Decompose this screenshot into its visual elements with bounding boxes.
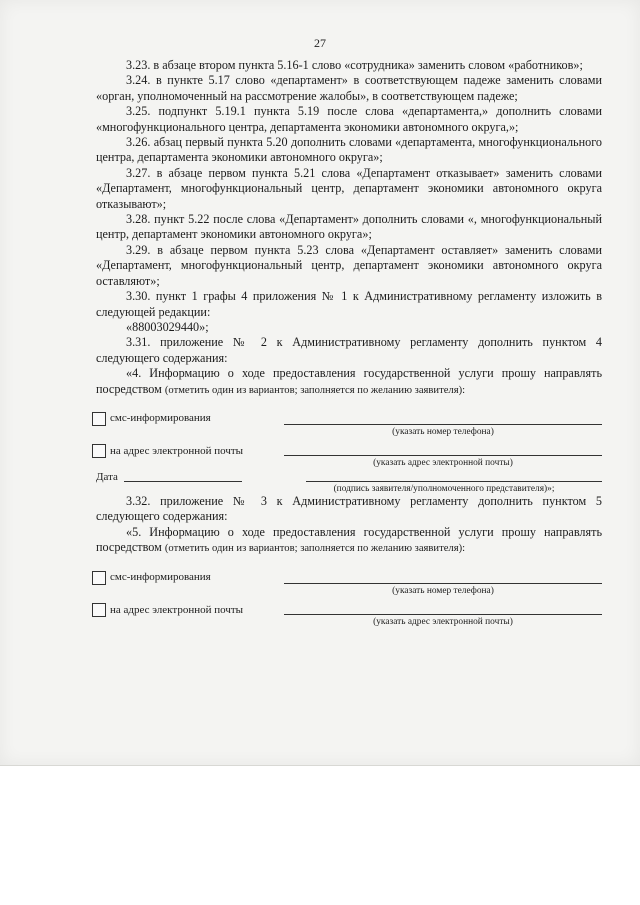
notification-form-2 — [96, 567, 602, 625]
phone-hint-row — [96, 426, 602, 444]
phone-hint-2: (указать номер телефона) — [392, 585, 494, 596]
phone-hint-row-2 — [96, 585, 602, 603]
notification-form-1 — [96, 408, 602, 494]
paragraph-3-28: 3.28. пункт 5.22 после слова «Департамент» дополнить словами «, многофункциональный центр, департамент экономики автономного округа»; — [96, 212, 602, 242]
sms-label-2: смс-информирования — [110, 570, 211, 583]
date-input-line[interactable] — [124, 481, 242, 482]
document-body — [96, 58, 602, 625]
email-option-row — [96, 444, 602, 466]
info-point-4 — [96, 366, 602, 398]
paragraph-3-30: 3.30. пункт 1 графы 4 приложения № 1 к Административному регламенту изложить в следующей редакции: — [96, 289, 602, 319]
email-checkbox-2[interactable] — [92, 603, 106, 617]
page-number: 27 — [314, 36, 326, 50]
paragraph-3-26: 3.26. абзац первый пункта 5.20 дополнить словами «департамента, многофункционального центра, департамента экономики автономного округа»; — [96, 135, 602, 165]
paragraph-3-23: 3.23. в абзаце втором пункта 5.16-1 слово «сотрудника» заменить словом «работников»; — [126, 58, 583, 72]
email-checkbox[interactable] — [92, 444, 106, 458]
sms-checkbox-2[interactable] — [92, 571, 106, 585]
info-point-5 — [96, 525, 602, 557]
paragraph-3-29: 3.29. в абзаце первом пункта 5.23 слова «Департамент оставляет» заменить словами «Департамент, многофункциональный центр, департамент экономики автономного округа оставляют»; — [96, 242, 602, 288]
email-option-row-2 — [96, 603, 602, 625]
paragraph-3-27: 3.27. в абзаце первом пункта 5.21 слова «Департамент отказывает» заменить словами «Департамент, многофункциональный центр, департамент экономики автономного округа отказывают»; — [96, 165, 602, 211]
phone-number-line: «88003029440»; — [126, 319, 209, 334]
phone-hint: (указать номер телефона) — [392, 426, 494, 437]
paragraph-3-24: 3.24. в пункте 5.17 слово «департамент» в соответствующем падеже заменить словами «орган, уполномоченный на рассмотрение жалобы», в соответствующем падеже; — [96, 73, 602, 103]
info-point-5-main: «5. Информацию о ходе предоставления государственной услуги прошу направлять посредством — [96, 524, 602, 555]
email-hint-2: (указать адрес электронной почты) — [373, 616, 513, 627]
date-signature-row — [96, 468, 602, 494]
info-point-4-main: «4. Информацию о ходе предоставления государственной услуги прошу направлять посредством — [96, 366, 602, 396]
email-hint: (указать адрес электронной почты) — [373, 457, 513, 468]
email-label: на адрес электронной почты — [110, 444, 244, 457]
paragraph-3-25: 3.25. подпункт 5.19.1 пункта 5.19 после слова «департамента,» дополнить словами «многофункционального центра, департамента экономики автономного округа,»; — [96, 104, 602, 134]
sms-label: смс-информирования — [110, 411, 211, 424]
paragraph-3-32: 3.32. приложение № 3 к Административному регламенту дополнить пунктом 5 следующего содержания: — [96, 493, 602, 524]
paragraph-3-31: 3.31. приложение № 2 к Административному регламенту дополнить пунктом 4 следующего содержания: — [96, 335, 602, 365]
date-label: Дата — [96, 470, 118, 483]
sms-checkbox[interactable] — [92, 412, 106, 426]
info-point-4-note: (отметить один из вариантов; заполняется по желанию заявителя): — [164, 384, 466, 396]
signature-hint: (подпись заявителя/уполномоченного представителя)»; — [333, 483, 555, 494]
email-label-2: на адрес электронной почты — [110, 603, 244, 616]
info-point-5-note: (отметить один из вариантов; заполняется по желанию заявителя): — [164, 543, 466, 555]
